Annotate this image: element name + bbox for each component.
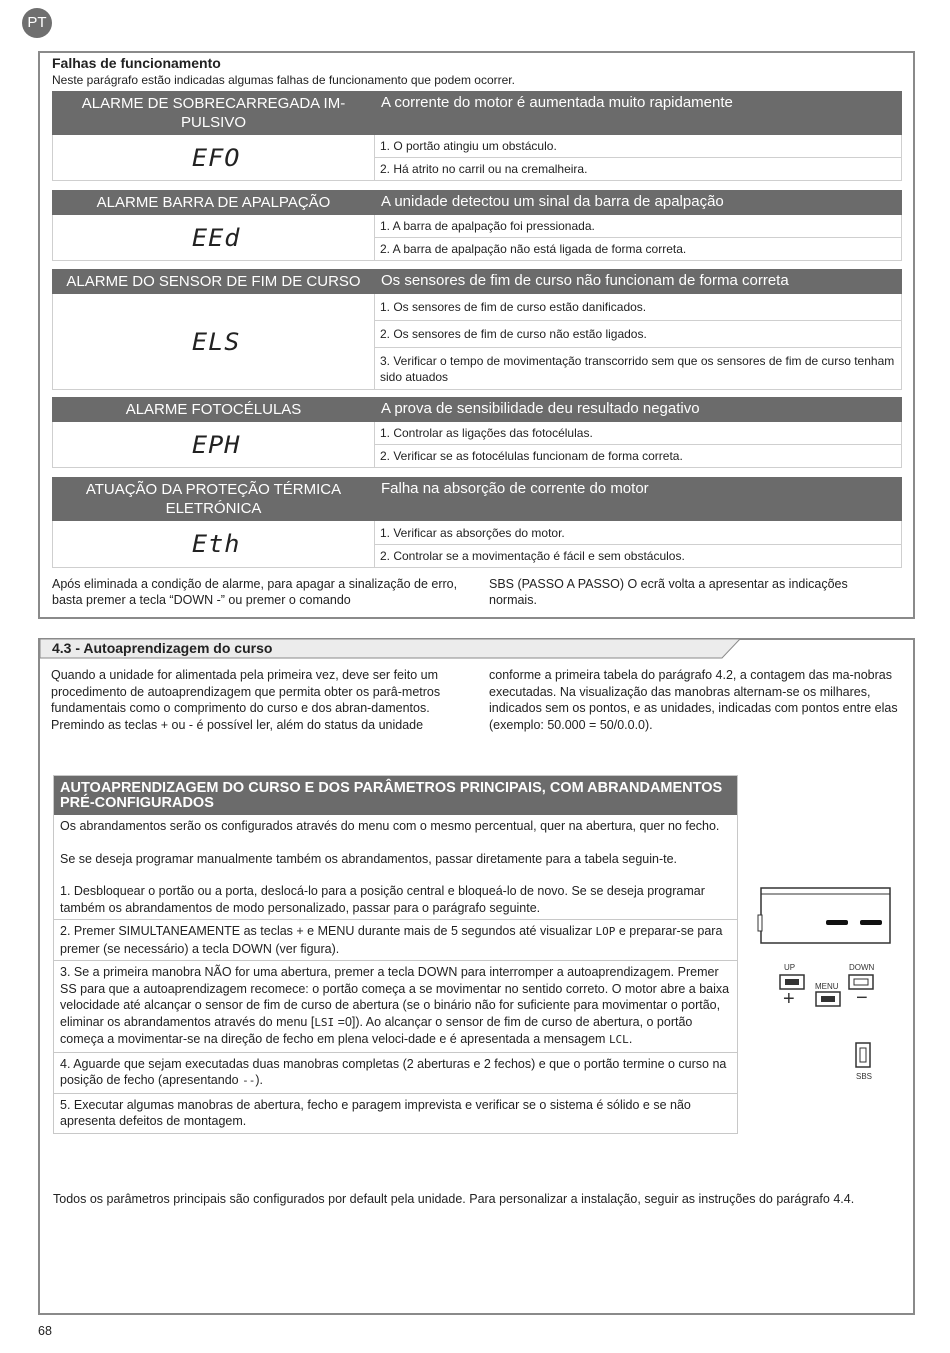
fault-cause: 2. A barra de apalpação não está ligada de forma correta. bbox=[375, 238, 902, 261]
menu-label: MENU bbox=[815, 982, 839, 991]
plus-label: + bbox=[783, 988, 795, 1010]
fault-cause: 1. Verificar as absorções do motor. bbox=[375, 521, 902, 545]
procedure-step-5: 5. Executar algumas manobras de abertura, fecho e paragem imprevista e verificar se o sistema é sólido e se não apresenta defeitos de montagem. bbox=[54, 1093, 737, 1133]
section-4-3-title: 4.3 - Autoaprendizagem do curso bbox=[52, 640, 273, 656]
procedure-step-2: 2. Premer SIMULTANEAMENTE as teclas + e MENU durante mais de 5 segundos até visualizar LOP e preparar-se para premer (se necessário) a tecla DOWN (ver figura). bbox=[54, 919, 737, 960]
page-number: 68 bbox=[38, 1324, 52, 1338]
sbs-label: SBS bbox=[856, 1072, 873, 1081]
fault-cause: 1. A barra de apalpação foi pressionada. bbox=[375, 215, 902, 238]
alarm-description: Falha na absorção de corrente do motor bbox=[375, 478, 902, 521]
lcd-segment-icon bbox=[826, 920, 848, 925]
language-badge: PT bbox=[22, 8, 52, 38]
lcd-text: LCL bbox=[608, 1033, 629, 1046]
procedure-title: AUTOAPRENDIZAGEM DO CURSO E DOS PARÂMETROS PRINCIPAIS, COM ABRANDAMENTOS PRÉ-CONFIGURADOS bbox=[54, 776, 737, 815]
faults-title: Falhas de funcionamento bbox=[52, 55, 221, 71]
alarm-description: A prova de sensibilidade deu resultado negativo bbox=[375, 398, 902, 422]
error-code-display: Eth bbox=[53, 521, 375, 568]
lcd-text: -- bbox=[242, 1074, 256, 1087]
alarm-label: ATUAÇÃO DA PROTEÇÃO TÉRMICA ELETRÓNICA bbox=[53, 478, 375, 521]
fault-cause: 1. Controlar as ligações das fotocélulas. bbox=[375, 422, 902, 445]
procedure-box bbox=[53, 775, 738, 1134]
footer-note: Todos os parâmetros principais são configurados por default pela unidade. Para personalizar a instalação, seguir as instruções do parágrafo 4.4. bbox=[53, 1192, 855, 1206]
procedure-intro bbox=[54, 815, 737, 919]
lcd-text: LSI bbox=[314, 1015, 335, 1029]
lcd-segment-icon bbox=[860, 920, 882, 925]
down-label: DOWN bbox=[849, 963, 875, 972]
fault-cause: 2. Controlar se a movimentação é fácil e sem obstáculos. bbox=[375, 545, 902, 568]
faults-intro: Neste parágrafo estão indicadas algumas falhas de funcionamento que podem ocorrer. bbox=[52, 73, 515, 87]
fault-cause: 2. Verificar se as fotocélulas funcionam de forma correta. bbox=[375, 445, 902, 468]
faults-table bbox=[52, 91, 902, 568]
error-code-display: EFO bbox=[53, 135, 375, 181]
alarm-description: A corrente do motor é aumentada muito rapidamente bbox=[375, 92, 902, 135]
alarm-label: ALARME BARRA DE APALPAÇÃO bbox=[53, 191, 375, 215]
section-text-right: conforme a primeira tabela do parágrafo 4.2, a contagem das ma-nobras executadas. Na visualização das manobras alternam-se os milhares, indicados sem os pontos, e as unidades, indicadas com pontos entre elas (exemplo: 50.000 = 50/0.0.0). bbox=[489, 668, 898, 733]
procedure-step-1: 1. Desbloquear o portão ou a porta, deslocá-lo para a posição central e bloqueá-lo de novo. Se se deseja programar também os abrandamentos de modo personalizado, passar para o parágrafo seguinte. bbox=[60, 884, 705, 915]
after-alarm-text-right: SBS (PASSO A PASSO) O ecrã volta a apresentar as indicações normais. bbox=[489, 577, 848, 607]
fault-cause: 3. Verificar o tempo de movimentação transcorrido sem que os sensores de fim de curso tenham sido atuados bbox=[375, 348, 902, 390]
alarm-label: ALARME DE SOBRECARREGADA IM-PULSIVO bbox=[53, 92, 375, 135]
section-4-3-header bbox=[40, 639, 740, 658]
error-code-display: EPH bbox=[53, 422, 375, 468]
alarm-description: Os sensores de fim de curso não funcionam de forma correta bbox=[375, 270, 902, 294]
alarm-label: ALARME DO SENSOR DE FIM DE CURSO bbox=[53, 270, 375, 294]
error-code-display: EEd bbox=[53, 215, 375, 261]
alarm-description: A unidade detectou um sinal da barra de apalpação bbox=[375, 191, 902, 215]
fault-cause: 2. Os sensores de fim de curso não estão ligados. bbox=[375, 321, 902, 348]
fault-cause: 2. Há atrito no carril ou na cremalheira. bbox=[375, 158, 902, 181]
fault-cause: 1. O portão atingiu um obstáculo. bbox=[375, 135, 902, 158]
error-code-display: ELS bbox=[53, 294, 375, 390]
alarm-label: ALARME FOTOCÉLULAS bbox=[53, 398, 375, 422]
fault-cause: 1. Os sensores de fim de curso estão danificados. bbox=[375, 294, 902, 321]
control-panel-figure bbox=[756, 885, 901, 1085]
minus-label: − bbox=[856, 987, 868, 1009]
after-alarm-text-left: Após eliminada a condição de alarme, para apagar a sinalização de erro, basta premer a tecla “DOWN -” ou premer o comando bbox=[52, 577, 458, 607]
procedure-step-4: 4. Aguarde que sejam executadas duas manobras completas (2 aberturas e 2 fechos) e que o portão termine o curso na posição de fecho (apresentando --). bbox=[54, 1052, 737, 1093]
procedure-paragraph: Se se deseja programar manualmente também os abrandamentos, passar diretamente para a tabela seguin-te. bbox=[60, 851, 678, 866]
lcd-text: LOP bbox=[595, 925, 616, 938]
procedure-step-3: 3. Se a primeira manobra NÃO for uma abertura, premer a tecla DOWN para interromper a autoaprendizagem. Premer SS para que a autoaprendizagem recomece: o portão começa a se movimentar no sentido correto. O motor abre a baixa velocidade até alcançar o sensor de fim de curso de abertura (se o binário não for suficiente para movimentar o portão, eliminar os abrandamentos através do menu [LSI =0]). Ao alcançar o sensor de fim de curso de abertura, o portão começa a movimentar-se na direção de fecho em plena veloci-dade e é apresentada a mensagem LCL. bbox=[54, 960, 737, 1052]
section-text-left: Quando a unidade for alimentada pela primeira vez, deve ser feito um procedimento de autoaprendizagem que permita obter os parâ-metros fundamentais como o comprimento do curso e dos abran-damentos. Premindo as teclas + ou - é possível ler, além do status da unidade bbox=[51, 668, 441, 733]
procedure-paragraph: Os abrandamentos serão os configurados através do menu com o mesmo percentual, quer na abertura, quer no fecho. bbox=[60, 819, 720, 833]
up-label: UP bbox=[784, 963, 796, 972]
